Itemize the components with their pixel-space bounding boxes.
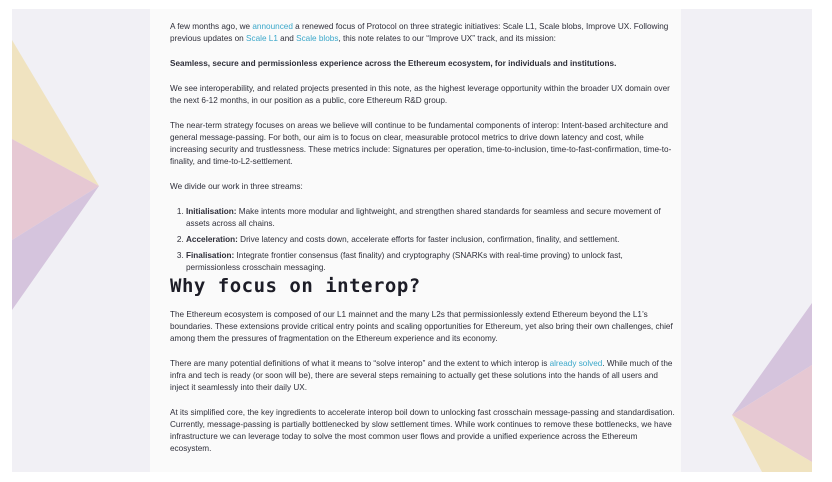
already-solved-link[interactable]: already solved bbox=[549, 358, 603, 368]
text: a renewed focus of Protocol on three strategic initiatives: Scale L1, Scale blobs, Improve UX. Following previous updates on bbox=[170, 22, 669, 44]
mission-text: Seamless, secure and permissionless experience across the Ethereum ecosystem, for individuals and institutions. bbox=[170, 58, 617, 68]
article-panel bbox=[150, 9, 681, 472]
list-item bbox=[186, 250, 675, 274]
text: There are many potential definitions of what it means to “solve interop” and the extent to which interop is bbox=[170, 358, 550, 368]
article-content bbox=[170, 21, 675, 468]
item-text: Integrate frontier consensus (fast finality) and cryptography (SNARKs with real-time proving) to unlock fast, permissionless crosschain messaging. bbox=[186, 251, 623, 273]
text: , this note relates to our “Improve UX” track, and its mission: bbox=[338, 34, 556, 44]
item-text: Drive latency and costs down, accelerate efforts for faster inclusion, confirmation, finality, and settlement. bbox=[237, 234, 620, 244]
text: . While much of the infra and tech is ready (or soon will be), there are several steps remaining to actually get these solutions into the hands of all users and inject it seamlessly into their daily UX. bbox=[170, 358, 673, 393]
item-title: Acceleration: bbox=[186, 234, 238, 244]
announced-link[interactable]: announced bbox=[252, 22, 293, 31]
mission-statement bbox=[170, 58, 675, 70]
paragraph: We divide our work in three streams: bbox=[170, 181, 303, 191]
paragraph bbox=[170, 358, 675, 395]
item-title: Finalisation: bbox=[186, 251, 235, 261]
text: A few months ago, we bbox=[170, 22, 253, 31]
scale-l1-link[interactable]: Scale L1 bbox=[246, 34, 278, 44]
intro-paragraph bbox=[170, 21, 675, 45]
list-item bbox=[186, 206, 675, 230]
list-item bbox=[186, 234, 675, 246]
streams-list bbox=[170, 206, 675, 275]
paragraph: The Ethereum ecosystem is composed of our L1 mainnet and the many L2s that permissionlessly extend Ethereum beyond the L1’s boundaries. These extensions provide critical entry points and scaling opportunities for Ethereum, yet also bring their own challenges, chief among them the pressures of fragmentation on the Ethereum experience and its economy. bbox=[170, 309, 673, 343]
text: and bbox=[277, 34, 297, 44]
scale-blobs-link[interactable]: Scale blobs bbox=[296, 34, 339, 44]
section-heading: Why focus on interop? bbox=[170, 274, 421, 297]
item-title: Initialisation: bbox=[186, 206, 237, 216]
item-text: Make intents more modular and lightweight, and strengthen shared standards for seamless and secure movement of assets across all chains. bbox=[186, 206, 661, 228]
paragraph: The near-term strategy focuses on areas we believe will continue to be fundamental components of interop: Intent-based architecture and general message-passing. For both, our aim is to focus on clear, measurable protocol metrics to drive down latency and cost, while increasing security and trustlessness. These metrics include: Signatures per operation, time-to-inclusion, time-to-fast-confirmation, time-to-finality, and time-to-L2-settlement. bbox=[170, 120, 672, 167]
paragraph: We see interoperability, and related projects presented in this note, as the highest leverage opportunity within the broader UX domain over the next 6-12 months, in our position as a public, core Ethereum R&D group. bbox=[170, 83, 670, 105]
paragraph: At its simplified core, the key ingredients to accelerate interop boil down to unlocking fast crosschain message-passing and standardisation. Currently, message-passing is partially bottlenecked by slow settlement times. While work continues to remove these bottlenecks, we have infrastructure we can leverage today to solve the most common user flows and provide a unified experience across the Ethereum ecosystem. bbox=[170, 407, 675, 454]
